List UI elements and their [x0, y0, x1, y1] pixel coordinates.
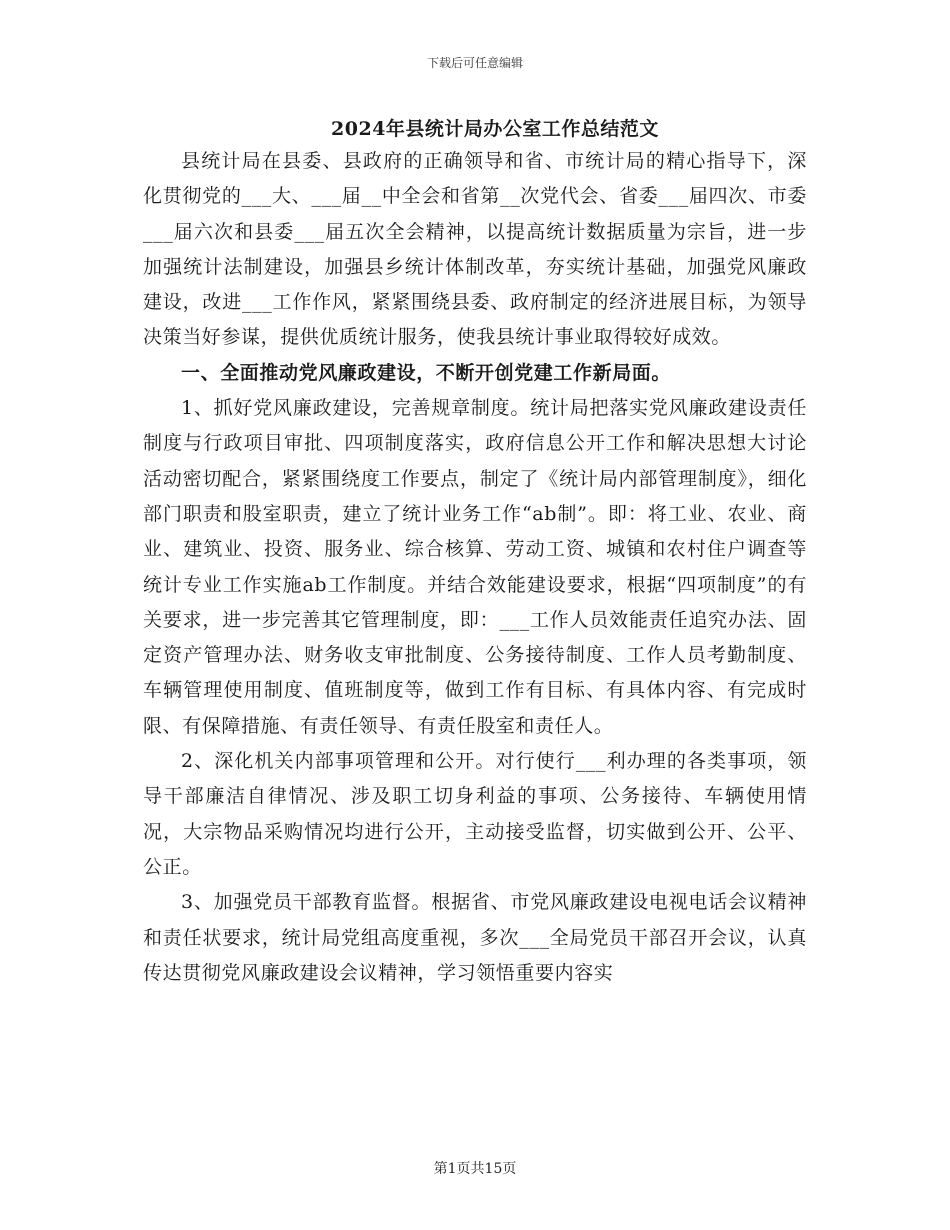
- body-paragraph: 1、抓好党风廉政建设，完善规章制度。统计局把落实党风廉政建设责任制度与行政项目审批、四项制度落实，政府信息公开工作和解决思想大讨论活动密切配合，紧紧围绕度工作要点，制定了《统计局内部管理制度》，细化部门职责和股室职责，建立了统计业务工作“ab制”。即：将工业、农业、商业、建筑业、投资、服务业、综合核算、劳动工资、城镇和农村住户调查等统计专业工作实施ab工作制度。并结合效能建设要求，根据“四项制度”的有关要求，进一步完善其它管理制度，即：___工作人员效能责任追究办法、固定资产管理办法、财务收支审批制度、公务接待制度、工作人员考勤制度、车辆管理使用制度、值班制度等，做到工作有目标、有具体内容、有完成时限、有保障措施、有责任领导、有责任股室和责任人。: [143, 397, 807, 737]
- section-heading: 一、全面推动党风廉政建设，不断开创党建工作新局面。: [181, 361, 672, 384]
- intro-paragraph: 县统计局在县委、县政府的正确领导和省、市统计局的精心指导下，深化贯彻党的___大、___届__中全会和省第__次党代会、省委___届四次、市委___届六次和县委___届五次全会精神，以提高统计数据质量为宗旨，进一步加强统计法制建设，加强县乡统计体制改革，夯实统计基础，加强党风廉政建设，改进___工作作风，紧紧围绕县委、政府制定的经济进展目标，为领导决策当好参谋，提供优质统计服务，使我县统计事业取得较好成效。: [143, 150, 807, 349]
- body-paragraph: 2、深化机关内部事项管理和公开。对行使行___利办理的各类事项，领导干部廉洁自律情况、涉及职工切身利益的事项、公务接待、车辆使用情况，大宗物品采购情况均进行公开，主动接受监督，切实做到公开、公平、公正。: [143, 750, 807, 878]
- document-body: [143, 144, 807, 991]
- document-title: 2024年县统计局办公室工作总结范文: [331, 118, 659, 140]
- page-number: 第1页共15页: [433, 1161, 517, 1177]
- body-paragraph: 3、加强党员干部教育监督。根据省、市党风廉政建设电视电话会议精神和责任状要求，统计局党组高度重视，多次___全局党员干部召开会议，认真传达贯彻党风廉政建设会议精神，学习领悟重要内容实: [143, 891, 807, 984]
- header-note: 下载后可任意编辑: [426, 56, 523, 70]
